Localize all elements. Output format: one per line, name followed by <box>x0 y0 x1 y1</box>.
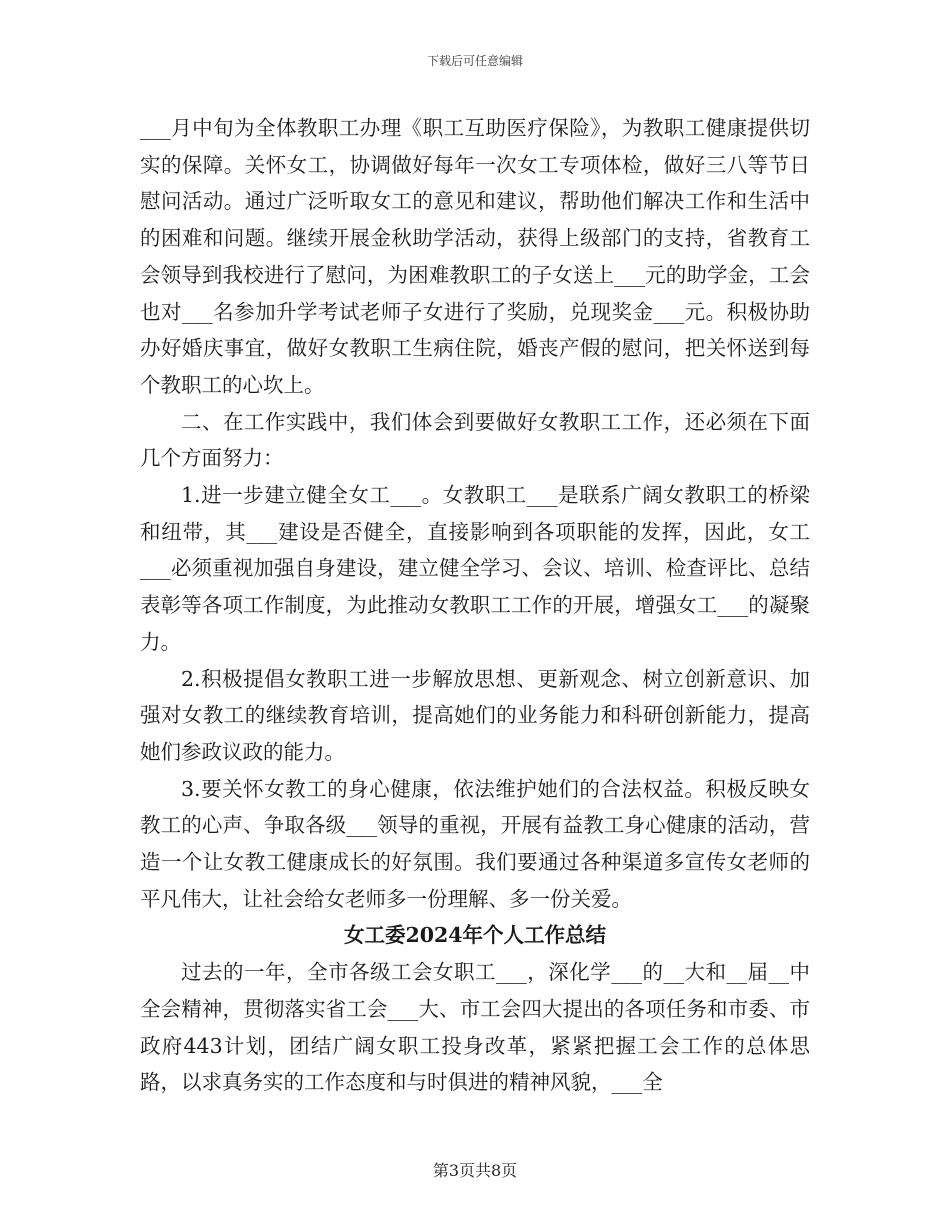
paragraph-1: ___月中旬为全体教职工办理《职工互助医疗保险》，为教职工健康提供切实的保障。关怀女工，协调做好每年一次女工专项体检，做好三八等节日慰问活动。通过广泛听取女工的意见和建议，帮助他们解决工作和生活中的困难和问题。继续开展金秋助学活动，获得上级部门的支持，省教育工会领导到我校进行了慰问，为困难教职工的子女送上___元的助学金，工会也对___名参加升学考试老师子女进行了奖励，兑现奖金___元。积极协助办好婚庆事宜，做好女教职工生病住院，婚丧产假的慰问，把关怀送到每个教职工的心坎上。 <box>140 116 810 397</box>
document-body <box>140 110 810 1101</box>
paragraph-3: 1.进一步建立健全女工___。女教职工___是联系广阔女教职工的桥梁和纽带，其___建设是否健全，直接影响到各项职能的发挥，因此，女工___必须重视加强自身建设，建立健全学习、会议、培训、检查评比、总结表彰等各项工作制度，为此推动女教职工工作的开展，增强女工___的凝聚力。 <box>140 483 810 654</box>
section-paragraph: 过去的一年，全市各级工会女职工___，深化学___的__大和__届__中全会精神，贯彻落实省工会___大、市工会四大提出的各项任务和市委、市政府443计划，团结广阔女职工投身改革，紧紧把握工会工作的总体思路，以求真务实的工作态度和与时俱进的精神风貌，___全 <box>140 960 810 1095</box>
page-footer: 第3页共8页 <box>432 1161 518 1180</box>
paragraph-4: 2.积极提倡女教职工进一步解放思想、更新观念、树立创新意识、加强对女教工的继续教育培训，提高她们的业务能力和科研创新能力，提高她们参政议政的能力。 <box>140 666 810 764</box>
page-header: 下载后可任意编辑 <box>426 54 523 68</box>
section-title: 女工委2024年个人工作总结 <box>343 923 607 948</box>
paragraph-2: 二、在工作实践中，我们体会到要做好女教职工工作，还必须在下面几个方面努力： <box>140 409 810 471</box>
paragraph-5: 3.要关怀女教工的身心健康，依法维护她们的合法权益。积极反映女教工的心声、争取各级___领导的重视，开展有益教工身心健康的活动，营造一个让女教工健康成长的好氛围。我们要通过各种渠道多宣传女老师的平凡伟大，让社会给女老师多一份理解、多一份关爱。 <box>140 776 810 911</box>
